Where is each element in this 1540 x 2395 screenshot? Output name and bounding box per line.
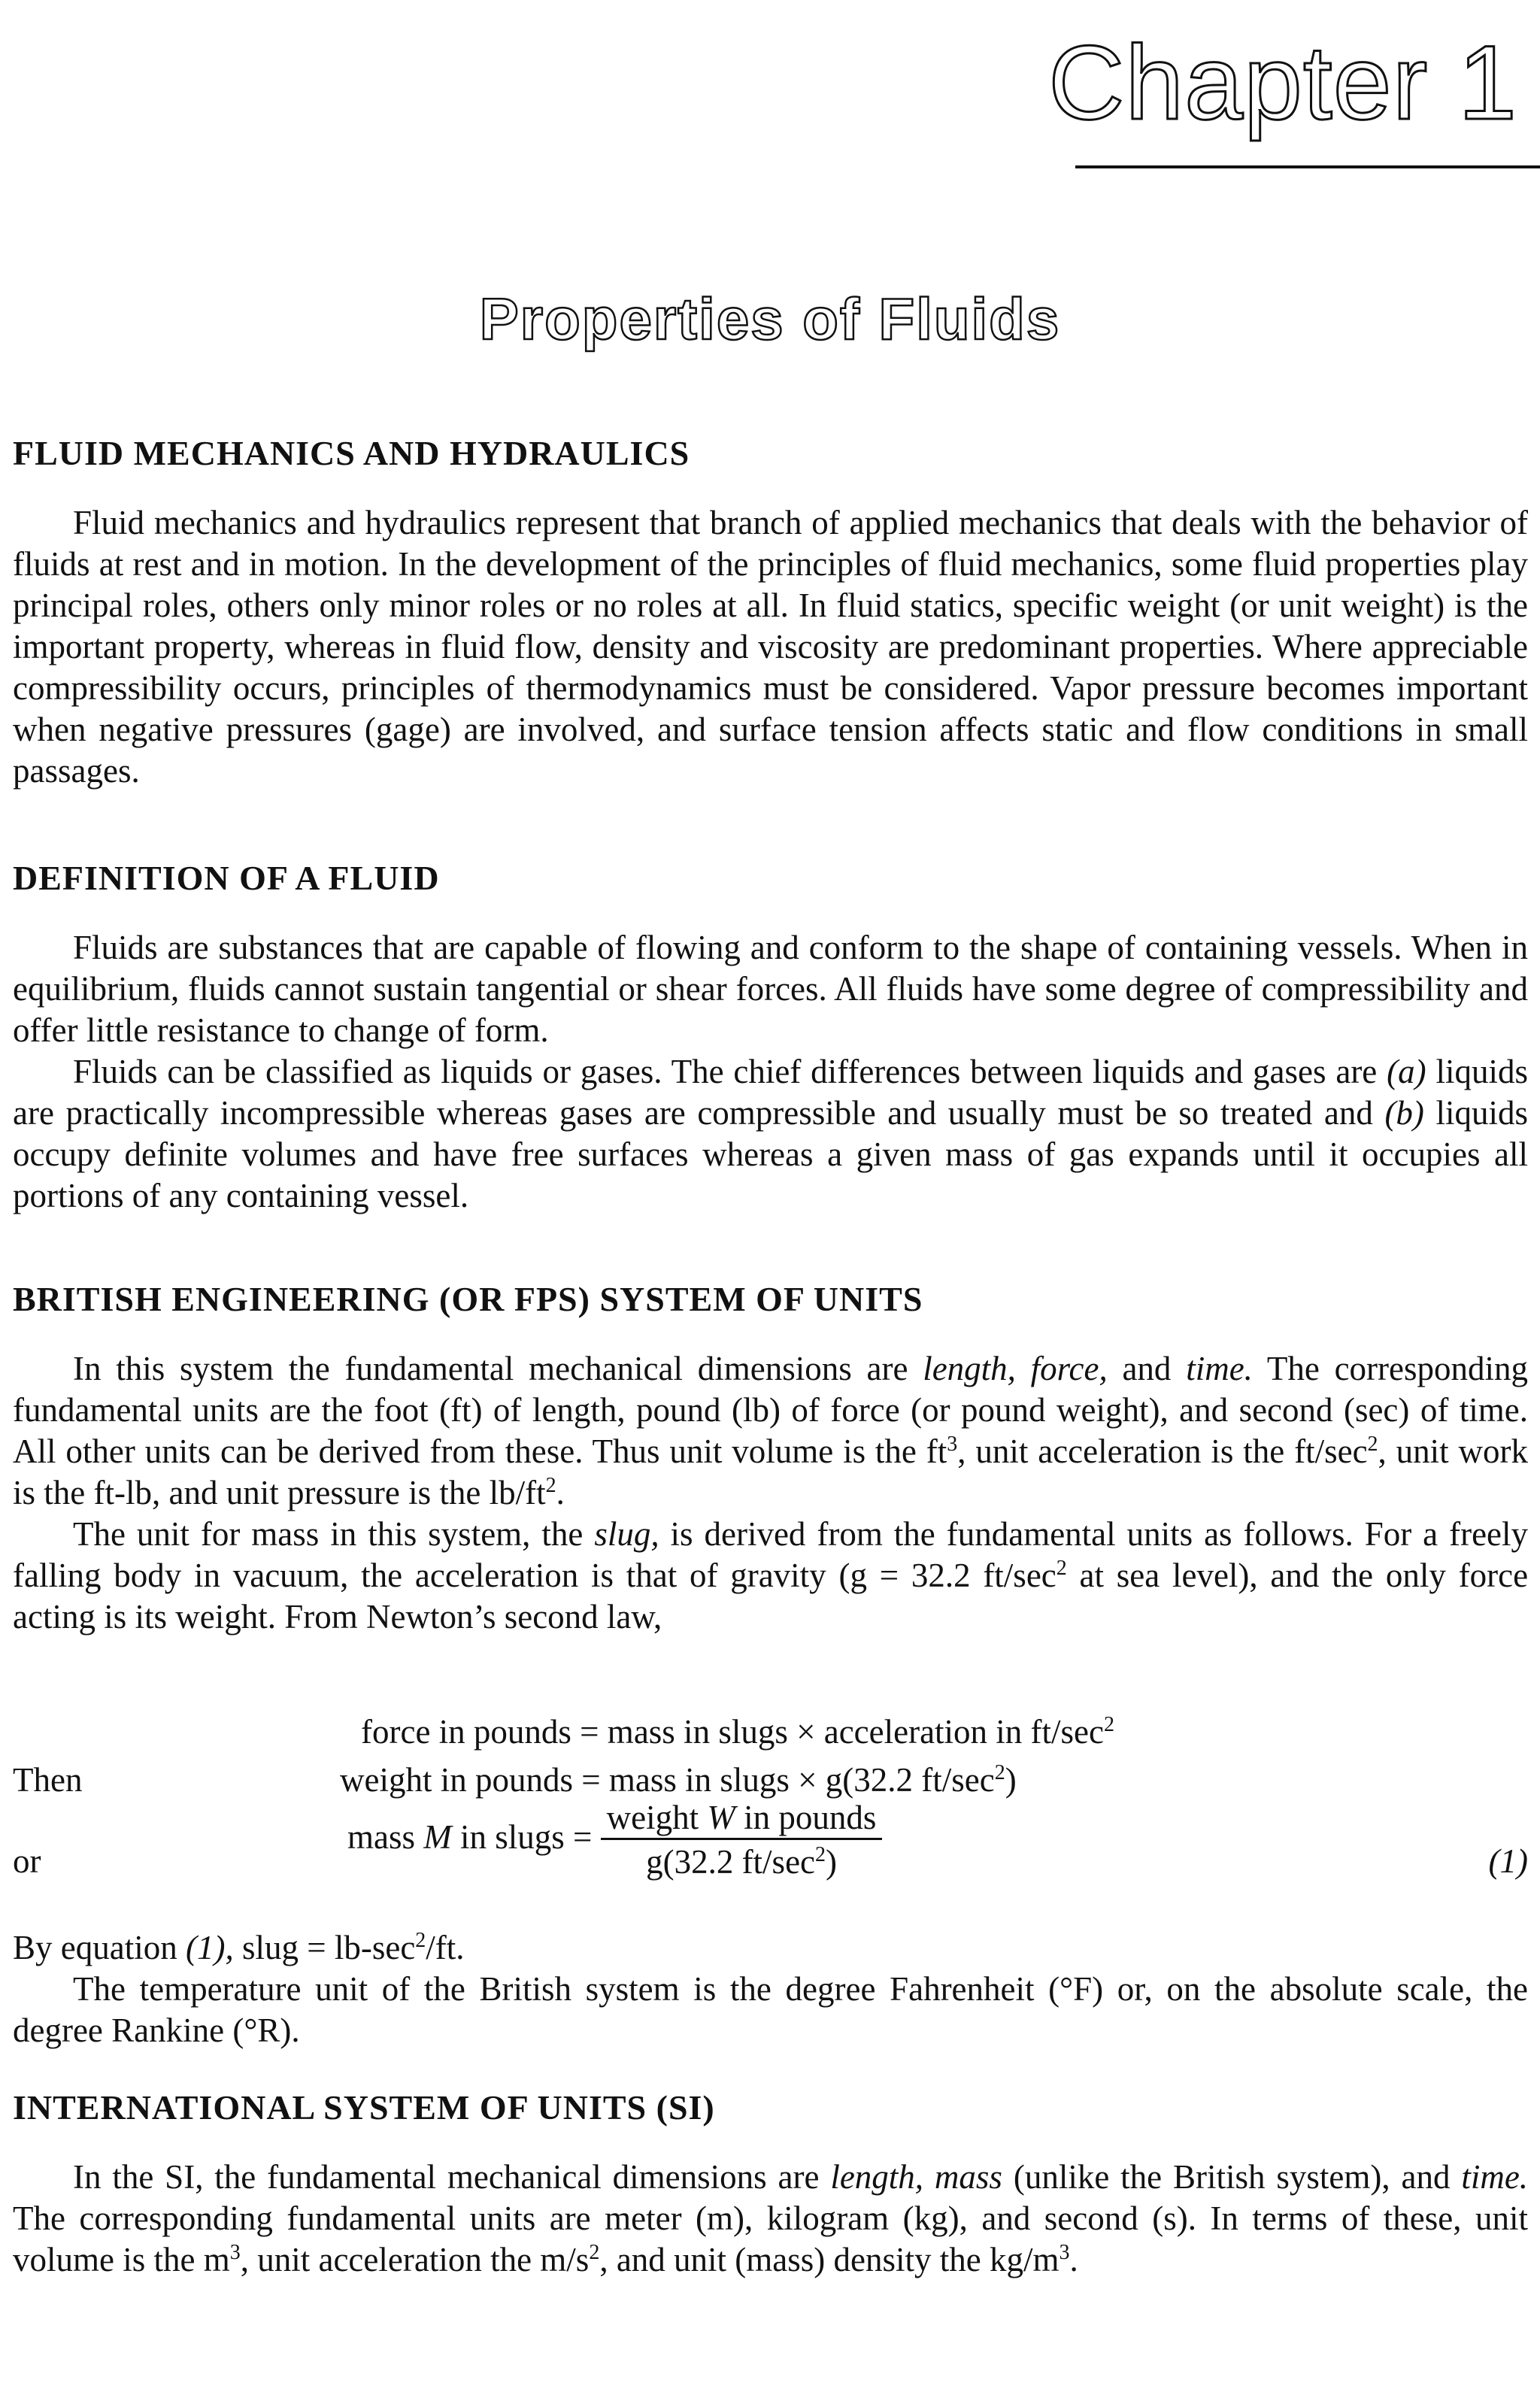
chapter-rule <box>1075 165 1540 168</box>
section-british-units-cont <box>13 1927 1528 2051</box>
section-british-units <box>13 1278 1528 1638</box>
section-heading: FLUID MECHANICS AND HYDRAULICS <box>13 434 690 472</box>
section-si-units <box>13 2087 1528 2281</box>
paragraph: The temperature unit of the British system is the degree Fahrenheit (°F) or, on the absolute scale, the degree Rankine (°R). <box>13 1970 1528 2049</box>
section-heading: DEFINITION OF A FLUID <box>13 859 440 897</box>
chapter-subtitle: Properties of Fluids <box>479 286 1061 352</box>
paragraph: The unit for mass in this system, the slug, is derived from the fundamental units as follows. For a freely falling body in vacuum, the acceleration is that of gravity (g = 32.2 $ft/\sec^2$ at sea level), and the only force acting is its weight. From Newton’s second law, <box>13 1515 1529 1636</box>
equation-newton: force in pounds = mass in slugs × acceleration in $ft/\sec^2$ <box>361 1713 1115 1751</box>
paragraph: Fluids can be classified as liquids or gases. The chief differences between liquids and gases are (a) liquids are practically incompressible whereas gases are compressible and usually must be so treated and (b) liquids occupy definite volumes and have free surfaces whereas a given mass of gas expands until it occupies all portions of any containing vessel. <box>13 1053 1529 1215</box>
chapter-title: Chapter 1 <box>1048 23 1517 141</box>
section-definition-of-fluid <box>13 857 1528 1217</box>
paragraph: In this system the fundamental mechanical dimensions are length, force, and time. The corresponding fundamental units are the foot (ft) of length, pound (lb) of force (or pound weight), and second (sec) of time. All other units can be derived from these. Thus unit volume is the $ft^3$, unit acceleration is the $ft/\sec^2$, unit work is the ft-lb, and unit pressure is the $lb/ft^2$. <box>13 1350 1528 1512</box>
paragraph: In the SI, the fundamental mechanical dimensions are length, mass (unlike the British system), and time. The corresponding fundamental units are meter (m), kilogram (kg), and second (s). In terms of these, unit volume is the $m^3$, unit acceleration the $m/s^2$, and unit (mass) density the $kg/m^3$. <box>13 2158 1529 2279</box>
paragraph: Fluids are substances that are capable of flowing and conform to the shape of containing vessels. When in equilibrium, fluids cannot sustain tangential or shear forces. All fluids have some degree of compressibility and offer little resistance to change of form. <box>13 929 1528 1050</box>
label-or: or <box>13 1842 41 1880</box>
paragraph: Fluid mechanics and hydraulics represent that branch of applied mechanics that deals with the behavior of fluids at rest and in motion. In the development of the principles of fluid mechanics, some fluid properties play principal roles, others only minor roles or no roles at all. In fluid statics, specific weight (or unit weight) is the important property, whereas in fluid flow, density and viscosity are predominant properties. Where appreciable compressibility occurs, principles of thermodynamics must be considered. Vapor pressure becomes important when negative pressures (gage) are involved, and surface tension affects static and flow conditions in small passages. <box>13 504 1528 790</box>
equation-mass: mass M in slugs = $\frac{\text{weight W in pounds}}{g(32.2 ft/\sec^2)}$ <box>347 1797 882 1884</box>
equation-weight: weight in pounds = mass in slugs × g(32.2 $ft/\sec^2$) <box>340 1761 1017 1799</box>
paragraph: By equation (1), slug = $lb-\sec^2/ft$. <box>13 1929 465 1966</box>
fraction: $\frac{\text{weight W in pounds}}{g(32.2 ft/\sec^2)}$ <box>601 1797 883 1884</box>
section-fluid-mechanics <box>13 432 1528 792</box>
equation-number: (1) <box>1488 1842 1528 1880</box>
section-heading: INTERNATIONAL SYSTEM OF UNITS (SI) <box>13 2088 715 2127</box>
section-heading: BRITISH ENGINEERING (OR FPS) SYSTEM OF UNITS <box>13 1280 923 1318</box>
label-then: Then <box>13 1761 83 1799</box>
